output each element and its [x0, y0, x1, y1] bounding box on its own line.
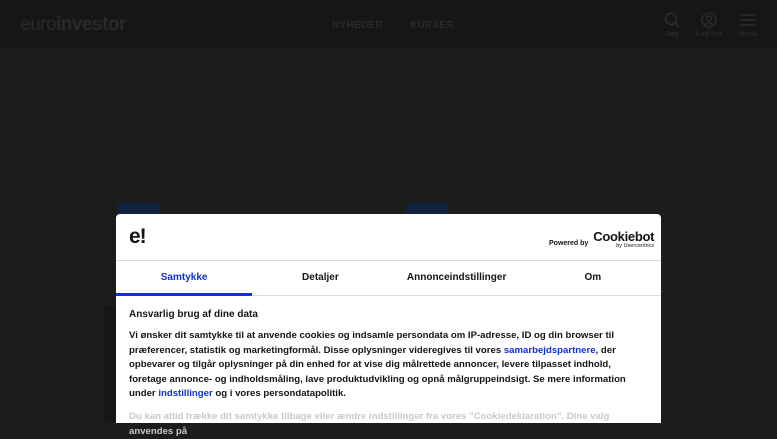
tab-details[interactable]: Detaljer: [302, 272, 339, 283]
dialog-tabs: [116, 261, 661, 296]
site-logo[interactable]: [20, 14, 126, 36]
consent-text-part: , der opbevarer og tilgår oplysninger på din enhed for at vise dig målrettede annoncer, levere tilpasset indhold, foretage annonce- og indholdsmåling, lave produktudvikling og opnå målgruppeindsigt. Se mere information under: [129, 344, 626, 400]
powered-by-text: Powered by: [549, 239, 589, 247]
logo-text-right: investor: [56, 14, 126, 35]
consent-text: [129, 329, 649, 402]
user-icon: [701, 12, 717, 28]
menu-label: Menu: [738, 31, 758, 38]
dialog-header: [116, 214, 661, 261]
background-card: [104, 306, 116, 423]
settings-link[interactable]: indstillinger: [158, 388, 213, 400]
login-button[interactable]: [692, 12, 726, 38]
search-label: Søg: [665, 31, 679, 38]
consent-text-part: og i vores persondatapolitik.: [212, 388, 346, 400]
search-button[interactable]: [655, 12, 689, 38]
tab-consent[interactable]: Samtykke: [116, 261, 252, 295]
tab-about[interactable]: Om: [584, 272, 602, 283]
consent-text-part: Vi ønsker dit samtykke til at anvende cookies og indsamle persondata om IP-adresse, ID og din browser til præferencer, statistik og marketingformål. Disse oplysninger videregives til vores: [129, 330, 614, 356]
login-label: Log ind: [696, 31, 722, 38]
logo-text-left: euro: [20, 14, 57, 35]
powered-by-cookiebot[interactable]: [549, 230, 654, 250]
cookiebot-subtitle: by Usercentrics: [616, 243, 655, 249]
partners-link[interactable]: samarbejdspartnere: [503, 344, 596, 356]
dialog-body: [129, 309, 649, 439]
nav-prices[interactable]: KURSER: [410, 20, 455, 31]
withdraw-consent-text: Du kan altid trække dit samtykke tilbage eller ændre indstillinger fra vores "Cookiedeklaration". Dine valg anvendes på: [129, 410, 610, 437]
search-icon: [664, 12, 680, 28]
brand-logo: e!: [129, 225, 146, 248]
consent-heading: Ansvarlig brug af dine data: [129, 309, 258, 320]
menu-button[interactable]: [731, 12, 765, 38]
site-header: [0, 0, 777, 48]
hamburger-icon: [740, 12, 756, 28]
cookie-consent-dialog: [116, 214, 661, 437]
cookiebot-logo: Cookiebot: [593, 229, 655, 244]
tab-ad-settings[interactable]: Annonceindstillinger: [406, 272, 507, 283]
nav-news[interactable]: NYHEDER: [332, 20, 383, 31]
